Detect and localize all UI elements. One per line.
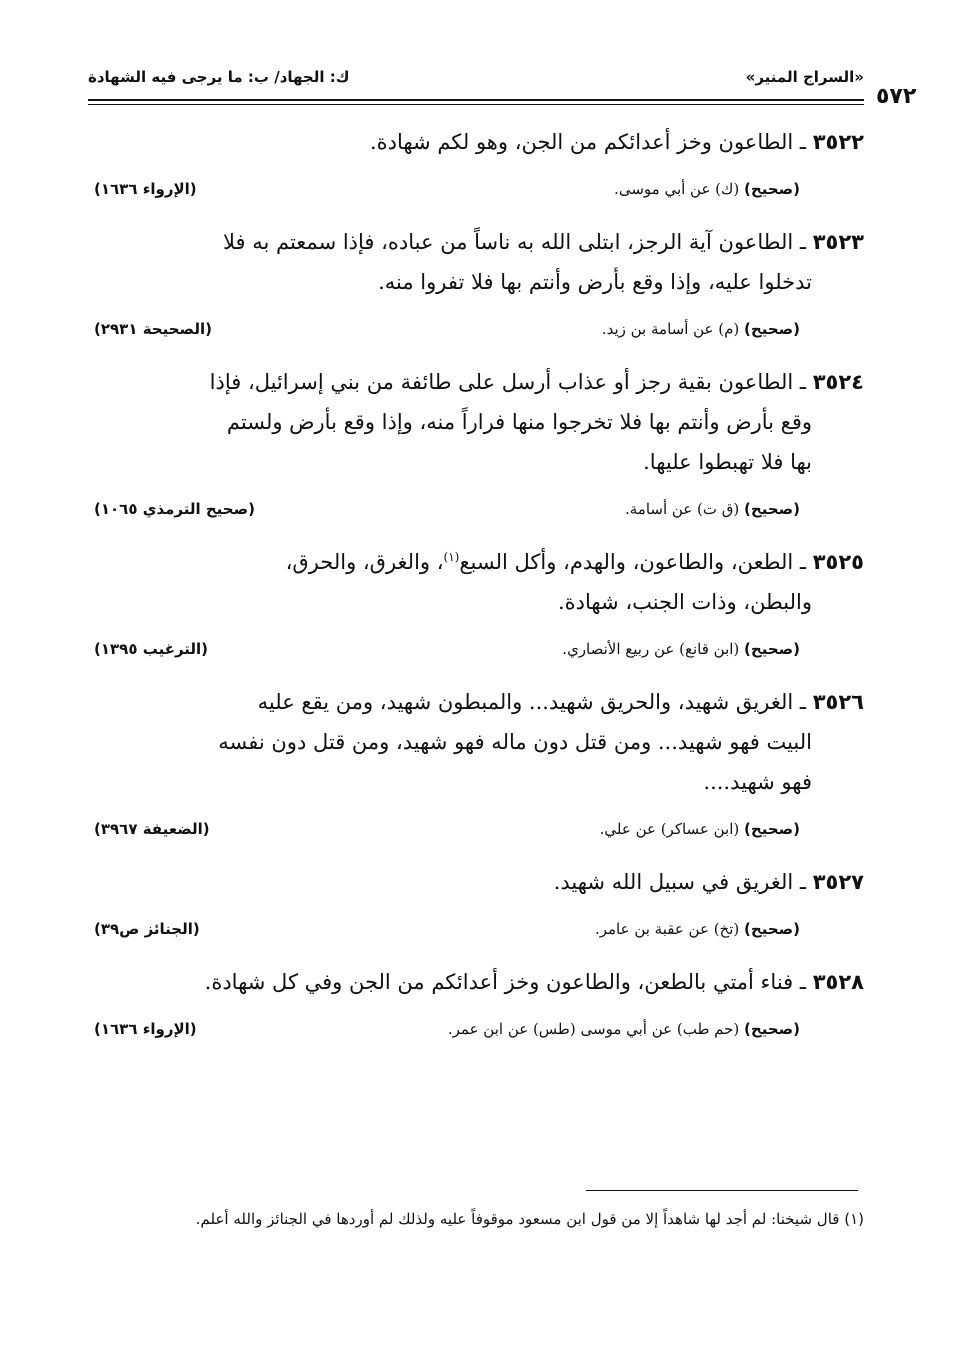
source-row (88, 632, 864, 670)
footnote-rule (586, 1190, 858, 1191)
source: (حم طب) عن أبي موسى (طس) عن ابن عمر. (447, 1020, 740, 1038)
hadith-text (88, 862, 864, 902)
separator: ـ (793, 230, 813, 254)
grade-source (595, 920, 800, 938)
source: (تخ) عن عقبة بن عامر. (594, 920, 740, 938)
reference: (الترغيب ١٣٩٥) (94, 640, 209, 658)
separator: ـ (793, 130, 813, 154)
separator: ـ (793, 690, 813, 714)
footnote-text: قال شيخنا: لم أجد لها شاهداً إلا من قول ابن مسعود موقوفاً عليه ولذلك لم أوردها في الجنائز والله أعلم. (195, 1210, 840, 1228)
hadith-number: ٣٥٢٨ (812, 970, 864, 994)
grade-source (602, 320, 800, 338)
chapter-title: ك: الجهاد/ ب: ما يرجى فيه الشهادة (88, 68, 350, 86)
grade-source (625, 500, 800, 518)
separator: ـ (793, 870, 813, 894)
footnote (88, 1204, 864, 1234)
source-row (88, 172, 864, 210)
grade: (صحيح) (744, 320, 800, 338)
grade: (صحيح) (744, 920, 800, 938)
hadith-line: الغريق شهيد، والحريق شهيد... والمبطون شهيد، ومن يقع عليه (257, 690, 794, 714)
hadith-number: ٣٥٢٢ (812, 130, 864, 154)
running-header (88, 62, 864, 96)
grade-source (562, 640, 800, 658)
reference: (الجنائز ص٣٩) (94, 920, 200, 938)
header-rule (88, 99, 864, 101)
separator: ـ (793, 550, 813, 574)
reference: (الصحيحة ٢٩٣١) (94, 320, 212, 338)
hadith-number: ٣٥٢٥ (812, 550, 864, 574)
source: (ابن قانع) عن ربيع الأنصاري. (562, 640, 740, 658)
source-row (88, 492, 864, 530)
separator: ـ (793, 970, 813, 994)
reference: (الضعيفة ٣٩٦٧) (94, 820, 210, 838)
hadith-entry-3525 (88, 542, 864, 670)
grade: (صحيح) (744, 640, 800, 658)
hadith-number: ٣٥٢٤ (812, 370, 864, 394)
hadith-number: ٣٥٢٧ (812, 870, 864, 894)
hadith-line: تدخلوا عليه، وإذا وقع بأرض وأنتم بها فلا تفروا منه. (378, 270, 812, 294)
hadith-line: وقع بأرض وأنتم بها فلا تخرجوا منها فراراً منه، وإذا وقع بأرض ولستم (226, 410, 812, 434)
hadith-line: فهو شهيد.... (703, 770, 812, 794)
hadith-line: الطعن، والطاعون، والهدم، وأكل السبع (459, 550, 794, 574)
grade: (صحيح) (744, 180, 800, 198)
hadith-text (88, 962, 864, 1002)
hadith-line: ، والغرق، والحرق، (285, 550, 444, 574)
hadith-number: ٣٥٢٣ (812, 230, 864, 254)
grade: (صحيح) (744, 500, 800, 518)
grade-source (448, 1020, 800, 1038)
footnote-reference[interactable]: (١) (443, 550, 460, 564)
hadith-entry-3522 (88, 122, 864, 210)
hadith-entry-3527 (88, 862, 864, 950)
hadith-line: الطاعون بقية رجز أو عذاب أرسل على طائفة من بني إسرائيل، فإذا (209, 370, 794, 394)
hadith-text (88, 222, 864, 302)
hadith-line: الطاعون وخز أعدائكم من الجن، وهو لكم شهادة. (369, 130, 794, 154)
hadith-line: الطاعون آية الرجز، ابتلى الله به ناساً من عباده، فإذا سمعتم به فلا (222, 230, 794, 254)
footnote-number: (١) (844, 1210, 864, 1228)
hadith-text (88, 542, 864, 622)
source: (ق ت) عن أسامة. (624, 500, 740, 518)
header-rule-thin (88, 104, 864, 105)
source-row (88, 1012, 864, 1050)
hadith-text (88, 362, 864, 482)
hadith-line: الغريق في سبيل الله شهيد. (553, 870, 794, 894)
reference: (صحيح الترمذي ١٠٦٥) (94, 500, 255, 518)
hadith-text (88, 682, 864, 802)
hadith-entry-3523 (88, 222, 864, 350)
source: (ابن عساكر) عن علي. (599, 820, 740, 838)
grade-source (600, 820, 800, 838)
hadith-entry-3526 (88, 682, 864, 850)
source-row (88, 812, 864, 850)
hadith-line: بها فلا تهبطوا عليها. (643, 450, 812, 474)
hadith-entry-3528 (88, 962, 864, 1050)
source-row (88, 912, 864, 950)
source-row (88, 312, 864, 350)
hadith-line: والبطن، وذات الجنب، شهادة. (557, 590, 812, 614)
reference: (الإرواء ١٦٣٦) (94, 1020, 197, 1038)
grade: (صحيح) (744, 820, 800, 838)
hadith-entry-3524 (88, 362, 864, 530)
grade-source (614, 180, 800, 198)
book-title: «السراج المنير» (745, 68, 864, 86)
hadith-list (88, 122, 864, 1062)
separator: ـ (793, 370, 813, 394)
source: (ك) عن أبي موسى. (614, 180, 740, 198)
hadith-line: البيت فهو شهيد... ومن قتل دون ماله فهو شهيد، ومن قتل دون نفسه (218, 730, 812, 754)
hadith-line: فناء أمتي بالطعن، والطاعون وخز أعدائكم من الجن وفي كل شهادة. (204, 970, 794, 994)
grade: (صحيح) (744, 1020, 800, 1038)
page-number: ٥٧٢ (876, 84, 917, 109)
reference: (الإرواء ١٦٣٦) (94, 180, 197, 198)
hadith-text (88, 122, 864, 162)
source: (م) عن أسامة بن زيد. (601, 320, 740, 338)
hadith-number: ٣٥٢٦ (812, 690, 864, 714)
